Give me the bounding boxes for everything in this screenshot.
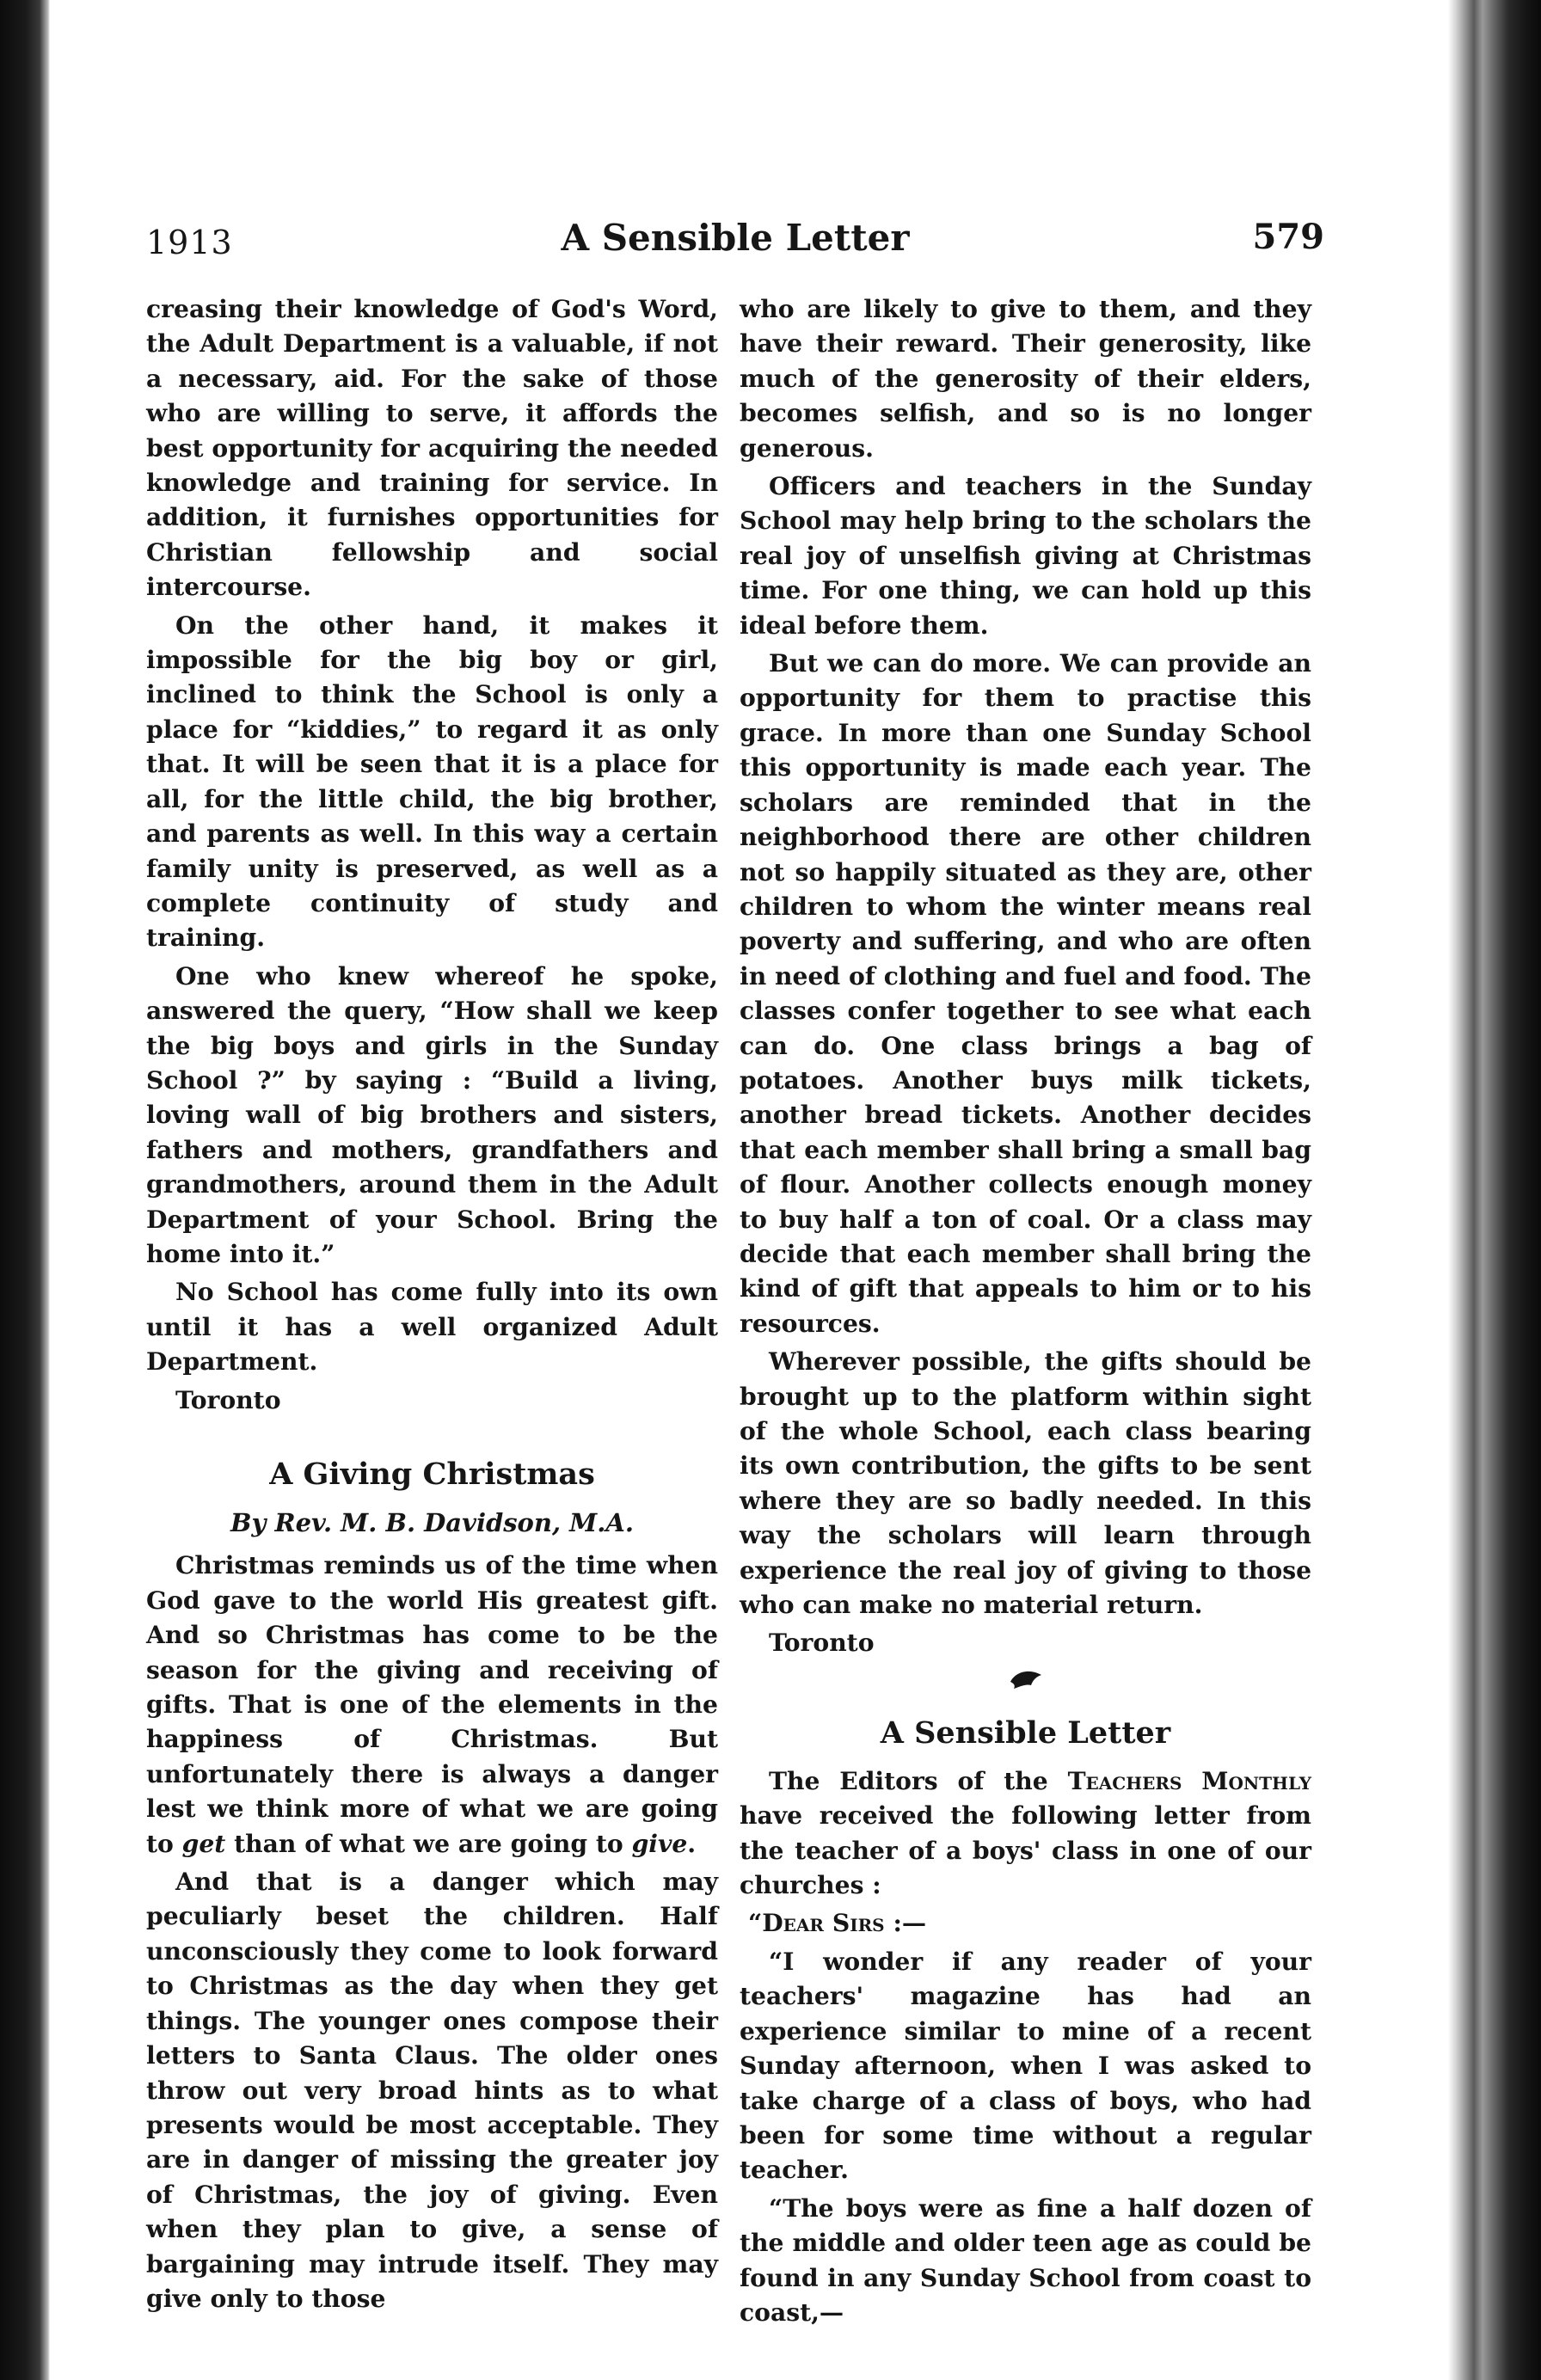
article-heading: A Giving Christmas [269, 1457, 595, 1492]
dateline-place: Toronto [769, 1629, 875, 1658]
section-ornament-icon [740, 1666, 1311, 1701]
magazine-page [146, 206, 1324, 2327]
right-column [740, 292, 1311, 2334]
text-run: than of what we are going to [225, 1829, 632, 1858]
running-head [146, 206, 1324, 267]
running-head-year: 1913 [146, 224, 233, 261]
leaf-ornament-icon [1007, 1666, 1045, 1692]
article-byline: By Rev. M. B. Davidson, M.A. [230, 1508, 634, 1537]
emphasis: get [181, 1829, 226, 1858]
left-column [146, 292, 718, 2320]
paragraph: But we can do more. We can provide an opportunity for them to practise this grace. In more than one Sunday School this opportunity is made each year. The scholars are reminded that in the neighborhood there are other children not so happily situated as they are, other children to whom the winter means real poverty and suffering, and who are often in need of clothing and fuel and food. The classes confer together to see what each can do. One class brings a bag of potatoes. Another buys milk tickets, another bread tickets. Another decides that each member shall bring a small bag of flour. Another collects enough money to buy half a ton of coal. Or a class may decide that each member shall bring the kind of gift that appeals to him or to his resources. [740, 649, 1311, 1338]
text-run: Christmas reminds us of the time when God gave to the world His greatest gift. And so Christmas has come to be the season for the giving and receiving of gifts. That is one of the elements in the happiness of Christmas. But unfortunately there is always a danger lest we think more of what we are going to [146, 1551, 718, 1858]
paragraph: And that is a danger which may peculiarly beset the children. Half unconsciously they come to look forward to Christmas as the day when they get things. The younger ones compose their letters to Santa Claus. The older ones throw out very broad hints as to what presents would be most acceptable. They are in danger of missing the greater joy of Christmas, the joy of giving. Even when they plan to give, a sense of bargaining may intrude itself. They may give only to those [146, 1868, 718, 2313]
paragraph [146, 1549, 718, 1862]
paragraph: “The boys were as fine a half dozen of the middle and older teen age as could be found in any Sunday School from coast to coast,— [740, 2193, 1311, 2327]
article-heading: A Sensible Letter [880, 1714, 1171, 1751]
paragraph [740, 1764, 1311, 1904]
emphasis: give [631, 1829, 688, 1858]
paragraph: creasing their knowledge of God's Word, the Adult Department is a valuable, if not a necessary, aid. For the sake of those who are willing to serve, it affords the best opportunity for acquiring the needed knowledge and training for service. In addition, it furnishes opportunities for Christian fellowship and social intercourse. [146, 295, 718, 602]
paragraph: Wherever possible, the gifts should be brought up to the platform within sight of the whole School, each class bearing its own contribution, the gifts to be sent where they are so badly needed. In this way the scholars will learn through experience the real joy of giving to those who can make no material return. [740, 1347, 1311, 1620]
book-binding-left-edge [0, 0, 50, 2380]
paragraph: On the other hand, it makes it impossible for the big boy or girl, inclined to think the School is only a place for “kiddies,” to regard it as only that. It will be seen that it is a place for all, for the little child, the big brother, and parents as well. In this way a certain family unity is preserved, as well as a complete continuity of study and training. [146, 610, 718, 953]
dateline-place: Toronto [175, 1385, 281, 1414]
paragraph: One who knew whereof he spoke, answered the query, “How shall we keep the big boys and girls in the Sunday School ?” by saying : “Build a living, loving wall of big brothers and sisters, fathers and mothers, grandfathers and grandmothers, around them in the Adult Department of your School. Bring the home into it.” [146, 961, 718, 1268]
running-head-title: A Sensible Letter [561, 217, 910, 259]
letter-salutation [740, 1906, 1311, 1941]
page-number: 579 [1252, 217, 1324, 257]
book-binding-right-edge [1448, 0, 1541, 2380]
text-run: . [687, 1829, 697, 1858]
paragraph: Officers and teachers in the Sunday School may help bring to the scholars the real joy of unselfish giving at Christmas time. For one thing, we can hold up this ideal before them. [740, 472, 1311, 640]
salutation-text: “Dear Sirs :— [748, 1909, 927, 1938]
text-run: have received the following letter from the teacher of a boys' class in one of our churches : [740, 1801, 1311, 1900]
text-run: The Editors of the [769, 1766, 1068, 1795]
magazine-name: Teachers Monthly [1067, 1766, 1311, 1795]
paragraph: No School has come fully into its own until it has a well organized Adult Department. [146, 1278, 718, 1377]
paragraph: who are likely to give to them, and they have their reward. Their generosity, like much of the generosity of their elders, becomes selfish, and so is no longer generous. [740, 295, 1311, 463]
paragraph: “I wonder if any reader of your teachers' magazine has had an experience similar to mine of a recent Sunday afternoon, when I was asked to take charge of a class of boys, who had been for some time without a regular teacher. [740, 1947, 1311, 2185]
